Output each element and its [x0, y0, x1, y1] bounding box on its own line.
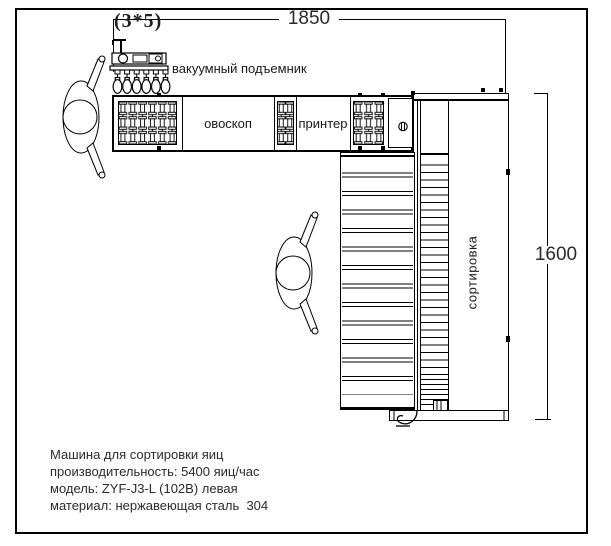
spec-capacity: производительность: 5400 яиц/час	[50, 464, 260, 479]
ovoscope-label: овоскоп	[204, 116, 252, 131]
spec-material: материал: нержавеющая сталь 304	[50, 498, 269, 513]
elevator-slats	[421, 158, 448, 370]
spec-title: Машина для сортировки яиц	[50, 447, 224, 462]
dim-height-tick-top	[534, 93, 548, 94]
machine-top-rail	[414, 99, 508, 101]
grip-point	[499, 88, 503, 92]
grip-point	[381, 93, 385, 97]
title-block	[50, 446, 268, 514]
dim-width-ext-right	[505, 19, 506, 95]
sorting-label: сортировка	[464, 235, 480, 310]
dim-height-tick-bottom	[535, 419, 551, 420]
roller-section-3	[353, 101, 384, 145]
spec-model: модель: ZYF-J3-L (102B) левая	[50, 481, 238, 496]
grip-point	[411, 91, 415, 95]
vacuum-lifter-label: вакуумный подъемник	[172, 61, 307, 76]
machine-base	[389, 410, 509, 421]
roller-section-2	[277, 101, 294, 145]
outfeed-table-rows	[342, 159, 413, 395]
grip-point	[358, 93, 362, 97]
machine-inner-wall	[417, 100, 418, 415]
roller-section-1	[118, 101, 177, 145]
grip-point	[157, 93, 161, 97]
dim-height-label: 1600	[528, 246, 584, 264]
grip-point	[358, 146, 362, 150]
printer-label: принтер	[298, 116, 348, 131]
grip-point	[381, 146, 385, 150]
outfeed-table-top-bar	[341, 155, 414, 157]
connector-block	[388, 98, 413, 148]
conveyor-divider	[350, 97, 351, 150]
elevator-top-bar	[421, 153, 448, 155]
grip-point	[481, 88, 485, 92]
dim-width-label: 1850	[279, 10, 339, 28]
machine-edge-lug	[506, 169, 510, 175]
machine-edge-lug	[506, 336, 510, 342]
elevator-right-edge	[448, 101, 449, 410]
conveyor-divider	[274, 97, 275, 150]
grip-point	[157, 146, 161, 150]
capacity-label: (3*5)	[114, 10, 163, 32]
